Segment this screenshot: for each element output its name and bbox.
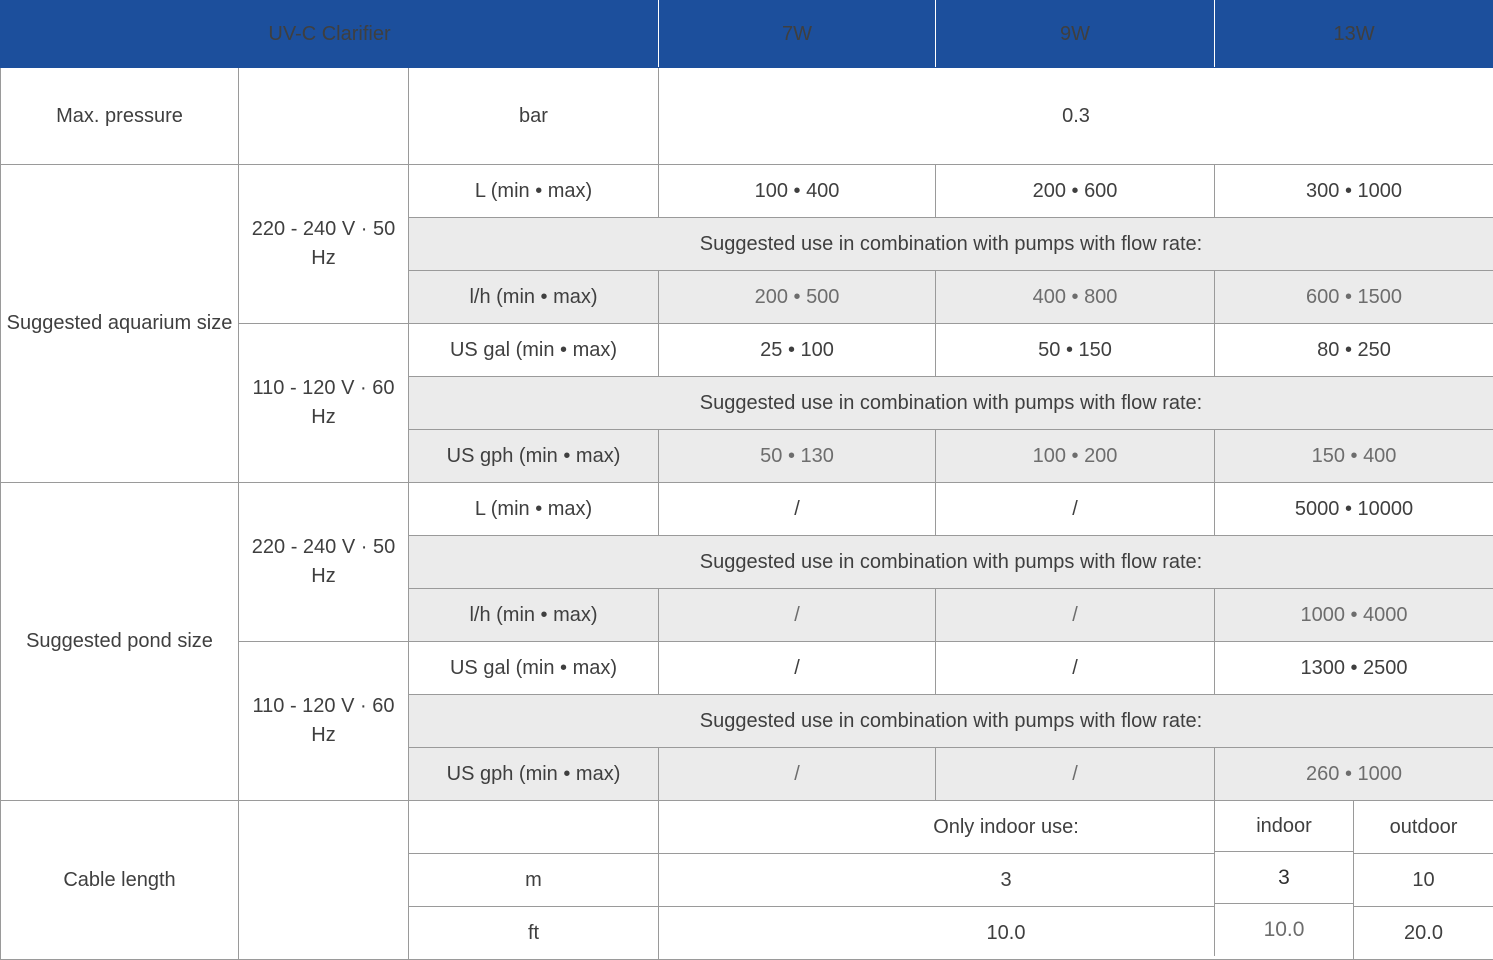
value-pond-usgph-9w: / bbox=[936, 748, 1215, 801]
value-cable-ft-indoor: 10.0 bbox=[1214, 904, 1353, 956]
value-pond-usgal-13w: 1300 • 2500 bbox=[1215, 642, 1493, 695]
note-pump-flow-aquarium-eu: Suggested use in combination with pumps with flow rate: bbox=[409, 218, 1493, 271]
value-cable-m-indoor: 3 bbox=[1214, 852, 1353, 904]
voltage-label-aquarium-eu: 220 - 240 V · 50 Hz bbox=[239, 165, 409, 324]
value-aquarium-usgal-13w: 80 • 250 bbox=[1215, 324, 1493, 377]
voltage-label-pond-us: 110 - 120 V · 60 Hz bbox=[239, 642, 409, 801]
value-aquarium-lh-9w: 400 • 800 bbox=[936, 271, 1215, 324]
value-aquarium-l-13w: 300 • 1000 bbox=[1215, 165, 1493, 218]
note-indoor-only: Only indoor use: bbox=[659, 801, 1354, 854]
value-max-pressure: 0.3 bbox=[659, 68, 1493, 165]
value-pond-usgal-7w: / bbox=[659, 642, 936, 695]
unit-max-pressure: bar bbox=[409, 68, 659, 165]
voltage-label-pond-eu: 220 - 240 V · 50 Hz bbox=[239, 483, 409, 642]
value-cable-m-outdoor: 10 bbox=[1354, 854, 1493, 907]
note-pump-flow-pond-eu: Suggested use in combination with pumps with flow rate: bbox=[409, 536, 1493, 589]
row-cable-header bbox=[1, 801, 1493, 854]
label-outdoor: outdoor bbox=[1354, 801, 1493, 854]
value-pond-usgph-7w: / bbox=[659, 748, 936, 801]
value-aquarium-usgal-9w: 50 • 150 bbox=[936, 324, 1215, 377]
row-label-pond-size: Suggested pond size bbox=[1, 483, 239, 801]
value-pond-l-9w: / bbox=[936, 483, 1215, 536]
value-aquarium-lh-13w: 600 • 1500 bbox=[1215, 271, 1493, 324]
value-cable-ft-shared: 10.0 bbox=[659, 907, 1354, 960]
row-aquarium-l bbox=[1, 165, 1493, 218]
unit-cable-blank bbox=[409, 801, 659, 854]
row-label-aquarium-size: Suggested aquarium size bbox=[1, 165, 239, 483]
value-pond-usgal-9w: / bbox=[936, 642, 1215, 695]
unit-aquarium-usgph: US gph (min • max) bbox=[409, 430, 659, 483]
unit-aquarium-l: L (min • max) bbox=[409, 165, 659, 218]
row-label-cable-length: Cable length bbox=[1, 801, 239, 960]
value-cable-m-shared: 3 bbox=[659, 854, 1354, 907]
unit-cable-ft: ft bbox=[409, 907, 659, 960]
value-pond-usgph-13w: 260 • 1000 bbox=[1215, 748, 1493, 801]
value-aquarium-usgph-9w: 100 • 200 bbox=[936, 430, 1215, 483]
value-aquarium-l-9w: 200 • 600 bbox=[936, 165, 1215, 218]
value-aquarium-usgph-7w: 50 • 130 bbox=[659, 430, 936, 483]
value-aquarium-l-7w: 100 • 400 bbox=[659, 165, 936, 218]
header-col-7w: 7W bbox=[659, 1, 936, 68]
table-header-row bbox=[1, 1, 1493, 68]
unit-pond-l: L (min • max) bbox=[409, 483, 659, 536]
note-pump-flow-pond-us: Suggested use in combination with pumps with flow rate: bbox=[409, 695, 1493, 748]
voltage-label-aquarium-us: 110 - 120 V · 60 Hz bbox=[239, 324, 409, 483]
header-title: UV-C Clarifier bbox=[1, 1, 659, 68]
unit-pond-usgal: US gal (min • max) bbox=[409, 642, 659, 695]
spacer-cell-cable bbox=[239, 801, 409, 960]
spacer-cell bbox=[239, 68, 409, 165]
value-pond-l-7w: / bbox=[659, 483, 936, 536]
header-col-9w: 9W bbox=[936, 1, 1215, 68]
value-aquarium-lh-7w: 200 • 500 bbox=[659, 271, 936, 324]
row-max-pressure bbox=[1, 68, 1493, 165]
value-pond-lh-9w: / bbox=[936, 589, 1215, 642]
row-pond-l bbox=[1, 483, 1493, 536]
value-aquarium-usgal-7w: 25 • 100 bbox=[659, 324, 936, 377]
unit-aquarium-lh: l/h (min • max) bbox=[409, 271, 659, 324]
note-pump-flow-aquarium-us: Suggested use in combination with pumps with flow rate: bbox=[409, 377, 1493, 430]
unit-pond-usgph: US gph (min • max) bbox=[409, 748, 659, 801]
row-label-max-pressure: Max. pressure bbox=[1, 68, 239, 165]
value-pond-l-13w: 5000 • 10000 bbox=[1215, 483, 1493, 536]
unit-pond-lh: l/h (min • max) bbox=[409, 589, 659, 642]
value-cable-ft-outdoor: 20.0 bbox=[1354, 907, 1493, 960]
unit-aquarium-usgal: US gal (min • max) bbox=[409, 324, 659, 377]
value-pond-lh-7w: / bbox=[659, 589, 936, 642]
value-aquarium-usgph-13w: 150 • 400 bbox=[1215, 430, 1493, 483]
label-indoor: indoor bbox=[1214, 800, 1353, 852]
value-pond-lh-13w: 1000 • 4000 bbox=[1215, 589, 1493, 642]
header-col-13w: 13W bbox=[1215, 1, 1493, 68]
unit-cable-m: m bbox=[409, 854, 659, 907]
